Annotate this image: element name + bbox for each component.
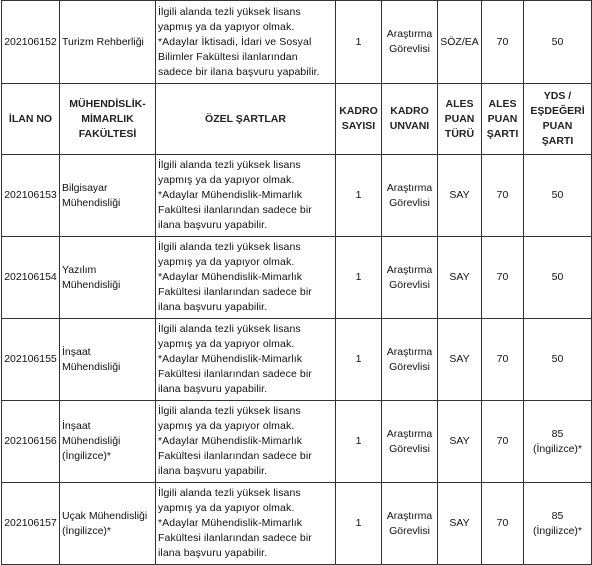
ales-puan-sarti-cell: 70 bbox=[482, 483, 524, 565]
header-yds bbox=[524, 84, 592, 155]
cell-text-line: Fakültesi ilanlarından sadece bir bbox=[158, 286, 312, 298]
requirements-cell bbox=[156, 401, 336, 483]
cell-text-line: Görevlisi bbox=[389, 43, 430, 55]
cell-text-line: 50 bbox=[551, 271, 564, 283]
cell-text-line: yapmış ya da yapıyor olmak. bbox=[158, 256, 295, 268]
cell-text-line: ilana başvuru yapabilir. bbox=[158, 383, 268, 395]
requirements-cell bbox=[156, 483, 336, 565]
cell-text-line: Uçak Mühendisliği bbox=[62, 509, 148, 522]
kadro-unvani-cell bbox=[382, 401, 438, 483]
cell-text-line: Mühendisliği bbox=[62, 196, 121, 209]
cell-text-line: Görevlisi bbox=[389, 524, 430, 537]
department-cell bbox=[60, 237, 156, 319]
cell-text-line: Fakültesi ilanlarından sadece bir bbox=[158, 368, 312, 380]
cell-text-line: Görevlisi bbox=[389, 360, 430, 373]
department-cell bbox=[60, 319, 156, 401]
job-listing-table bbox=[1, 0, 592, 565]
cell-text-line: Mühendisliği bbox=[62, 360, 121, 373]
ilan-no-cell: 202106157 bbox=[2, 483, 60, 565]
cell-text-line: Bilimler Fakültesi ilanlarından bbox=[158, 50, 298, 63]
cell-text-line: sadece bir ilana başvuru yapabilir. bbox=[158, 65, 320, 78]
ales-puan-turu-cell: SAY bbox=[438, 155, 482, 237]
table-row bbox=[2, 1, 592, 84]
cell-text-line: YDS / bbox=[543, 90, 572, 102]
kadro-sayisi-cell: 1 bbox=[336, 401, 382, 483]
cell-text-line: MİMARLIK bbox=[81, 112, 134, 125]
requirements-cell bbox=[156, 1, 336, 84]
cell-text-line: Fakültesi ilanlarından sadece bir bbox=[158, 532, 312, 544]
cell-text-line: KADRO bbox=[390, 105, 429, 117]
cell-text-line: TÜRÜ bbox=[444, 127, 475, 140]
header-kadro-sayisi bbox=[336, 84, 382, 155]
department-cell bbox=[60, 401, 156, 483]
cell-text-line: Yazılım bbox=[62, 263, 97, 276]
ales-puan-turu-cell: SAY bbox=[438, 319, 482, 401]
kadro-unvani-cell bbox=[382, 483, 438, 565]
table-row bbox=[2, 483, 592, 565]
table-header-row bbox=[2, 84, 592, 155]
cell-text-line: Görevlisi bbox=[389, 278, 430, 291]
cell-text-line: ALES bbox=[445, 97, 474, 110]
kadro-sayisi-cell: 1 bbox=[336, 1, 382, 84]
cell-text-line: EŞDEĞERİ bbox=[530, 105, 585, 117]
cell-text-line: İlgili alanda tezli yüksek lisans bbox=[158, 159, 301, 171]
cell-text-line: Bilgisayar bbox=[62, 181, 108, 194]
cell-text-line: yapmış ya da yapıyor olmak. bbox=[158, 338, 295, 350]
cell-text-line: ilana başvuru yapabilir. bbox=[158, 301, 268, 313]
cell-text-line: Araştırma bbox=[386, 28, 433, 40]
cell-text-line: PUAN bbox=[444, 112, 475, 125]
kadro-sayisi-cell: 1 bbox=[336, 483, 382, 565]
cell-text-line: UNVANI bbox=[389, 120, 430, 132]
cell-text-line: yapmış ya da yapıyor olmak. bbox=[158, 20, 295, 33]
cell-text-line: (İngilizce)* bbox=[532, 442, 582, 455]
cell-text-line: 85 bbox=[551, 509, 564, 522]
kadro-unvani-cell bbox=[382, 1, 438, 84]
cell-text-line: Araştırma bbox=[386, 263, 433, 276]
cell-text-line: İlgili alanda tezli yüksek lisans bbox=[158, 405, 301, 417]
yds-puan-cell bbox=[524, 319, 592, 401]
requirements-cell bbox=[156, 237, 336, 319]
cell-text-line: ilana başvuru yapabilir. bbox=[158, 219, 268, 231]
cell-text-line: (İngilizce)* bbox=[532, 524, 582, 537]
cell-text-line: *Adaylar Mühendislik-Mimarlık bbox=[158, 435, 303, 447]
requirements-cell bbox=[156, 155, 336, 237]
cell-text-line: FAKÜLTESİ bbox=[78, 127, 137, 140]
kadro-unvani-cell bbox=[382, 319, 438, 401]
table-row bbox=[2, 319, 592, 401]
cell-text-line: 50 bbox=[551, 353, 564, 365]
cell-text-line: Turizm Rehberliği bbox=[62, 35, 144, 48]
cell-text-line: PUAN bbox=[487, 112, 518, 125]
header-ales-puan-sarti bbox=[482, 84, 524, 155]
department-cell bbox=[60, 155, 156, 237]
yds-puan-cell bbox=[524, 1, 592, 84]
ales-puan-sarti-cell: 70 bbox=[482, 401, 524, 483]
cell-text-line: (İngilizce)* bbox=[62, 524, 112, 537]
header-ozel-sartlar: ÖZEL ŞARTLAR bbox=[156, 84, 336, 155]
cell-text-line: İnşaat bbox=[62, 420, 91, 432]
ilan-no-cell: 202106154 bbox=[2, 237, 60, 319]
cell-text-line: KADRO bbox=[339, 105, 378, 117]
header-ales-puan-turu bbox=[438, 84, 482, 155]
header-kadro-unvani bbox=[382, 84, 438, 155]
table-row bbox=[2, 401, 592, 483]
cell-text-line: Araştırma bbox=[386, 427, 433, 440]
ales-puan-sarti-cell: 70 bbox=[482, 319, 524, 401]
cell-text-line: *Adaylar Mühendislik-Mimarlık bbox=[158, 353, 303, 365]
cell-text-line: 85 bbox=[551, 427, 564, 440]
cell-text-line: ilana başvuru yapabilir. bbox=[158, 547, 268, 559]
ales-puan-sarti-cell: 70 bbox=[482, 155, 524, 237]
ales-puan-sarti-cell: 70 bbox=[482, 237, 524, 319]
requirements-cell bbox=[156, 319, 336, 401]
cell-text-line: Görevlisi bbox=[389, 196, 430, 209]
cell-text-line: yapmış ya da yapıyor olmak. bbox=[158, 502, 295, 514]
cell-text-line: Mühendisliği bbox=[62, 278, 121, 291]
cell-text-line: *Adaylar Mühendislik-Mimarlık bbox=[158, 271, 303, 283]
ilan-no-cell: 202106152 bbox=[2, 1, 60, 84]
cell-text-line: (İngilizce)* bbox=[62, 450, 112, 462]
cell-text-line: Fakültesi ilanlarından sadece bir bbox=[158, 450, 312, 462]
cell-text-line: Araştırma bbox=[386, 509, 433, 522]
cell-text-line: Araştırma bbox=[386, 345, 433, 358]
cell-text-line: Araştırma bbox=[386, 181, 433, 194]
cell-text-line: ALES bbox=[488, 97, 517, 110]
kadro-unvani-cell bbox=[382, 237, 438, 319]
cell-text-line: İnşaat bbox=[62, 345, 91, 358]
kadro-unvani-cell bbox=[382, 155, 438, 237]
department-cell bbox=[60, 483, 156, 565]
cell-text-line: ŞARTI bbox=[486, 127, 519, 140]
cell-text-line: ŞARTI bbox=[541, 135, 574, 147]
table-row bbox=[2, 237, 592, 319]
ilan-no-cell: 202106153 bbox=[2, 155, 60, 237]
cell-text-line: *Adaylar Mühendislik-Mimarlık bbox=[158, 517, 303, 529]
ales-puan-turu-cell: SAY bbox=[438, 401, 482, 483]
cell-text-line: Mühendisliği bbox=[62, 435, 121, 447]
cell-text-line: İlgili alanda tezli yüksek lisans bbox=[158, 323, 301, 335]
ales-puan-sarti-cell: 70 bbox=[482, 1, 524, 84]
cell-text-line: yapmış ya da yapıyor olmak. bbox=[158, 420, 295, 432]
cell-text-line: MÜHENDİSLİK- bbox=[69, 97, 146, 110]
cell-text-line: 50 bbox=[551, 35, 564, 48]
cell-text-line: İlgili alanda tezli yüksek lisans bbox=[158, 5, 301, 18]
cell-text-line: yapmış ya da yapıyor olmak. bbox=[158, 174, 295, 186]
cell-text-line: PUAN bbox=[542, 120, 573, 132]
ilan-no-cell: 202106155 bbox=[2, 319, 60, 401]
kadro-sayisi-cell: 1 bbox=[336, 237, 382, 319]
cell-text-line: Görevlisi bbox=[389, 442, 430, 455]
yds-puan-cell bbox=[524, 155, 592, 237]
header-ilan-no: İLAN NO bbox=[2, 84, 60, 155]
yds-puan-cell bbox=[524, 237, 592, 319]
cell-text-line: İlgili alanda tezli yüksek lisans bbox=[158, 241, 301, 253]
kadro-sayisi-cell: 1 bbox=[336, 155, 382, 237]
cell-text-line: *Adaylar Mühendislik-Mimarlık bbox=[158, 189, 303, 201]
cell-text-line: ilana başvuru yapabilir. bbox=[158, 465, 268, 477]
ilan-no-cell: 202106156 bbox=[2, 401, 60, 483]
cell-text-line: SAYISI bbox=[341, 120, 376, 132]
cell-text-line: 50 bbox=[551, 189, 564, 201]
kadro-sayisi-cell: 1 bbox=[336, 319, 382, 401]
ales-puan-turu-cell: SAY bbox=[438, 483, 482, 565]
table-row bbox=[2, 155, 592, 237]
yds-puan-cell bbox=[524, 483, 592, 565]
ales-puan-turu-cell: SAY bbox=[438, 237, 482, 319]
cell-text-line: İlgili alanda tezli yüksek lisans bbox=[158, 487, 301, 499]
yds-puan-cell bbox=[524, 401, 592, 483]
ales-puan-turu-cell: SÖZ/EA bbox=[438, 1, 482, 84]
header-faculty bbox=[60, 84, 156, 155]
cell-text-line: Fakültesi ilanlarından sadece bir bbox=[158, 204, 312, 216]
department-cell bbox=[60, 1, 156, 84]
cell-text-line: *Adaylar İktisadi, İdari ve Sosyal bbox=[158, 35, 312, 48]
